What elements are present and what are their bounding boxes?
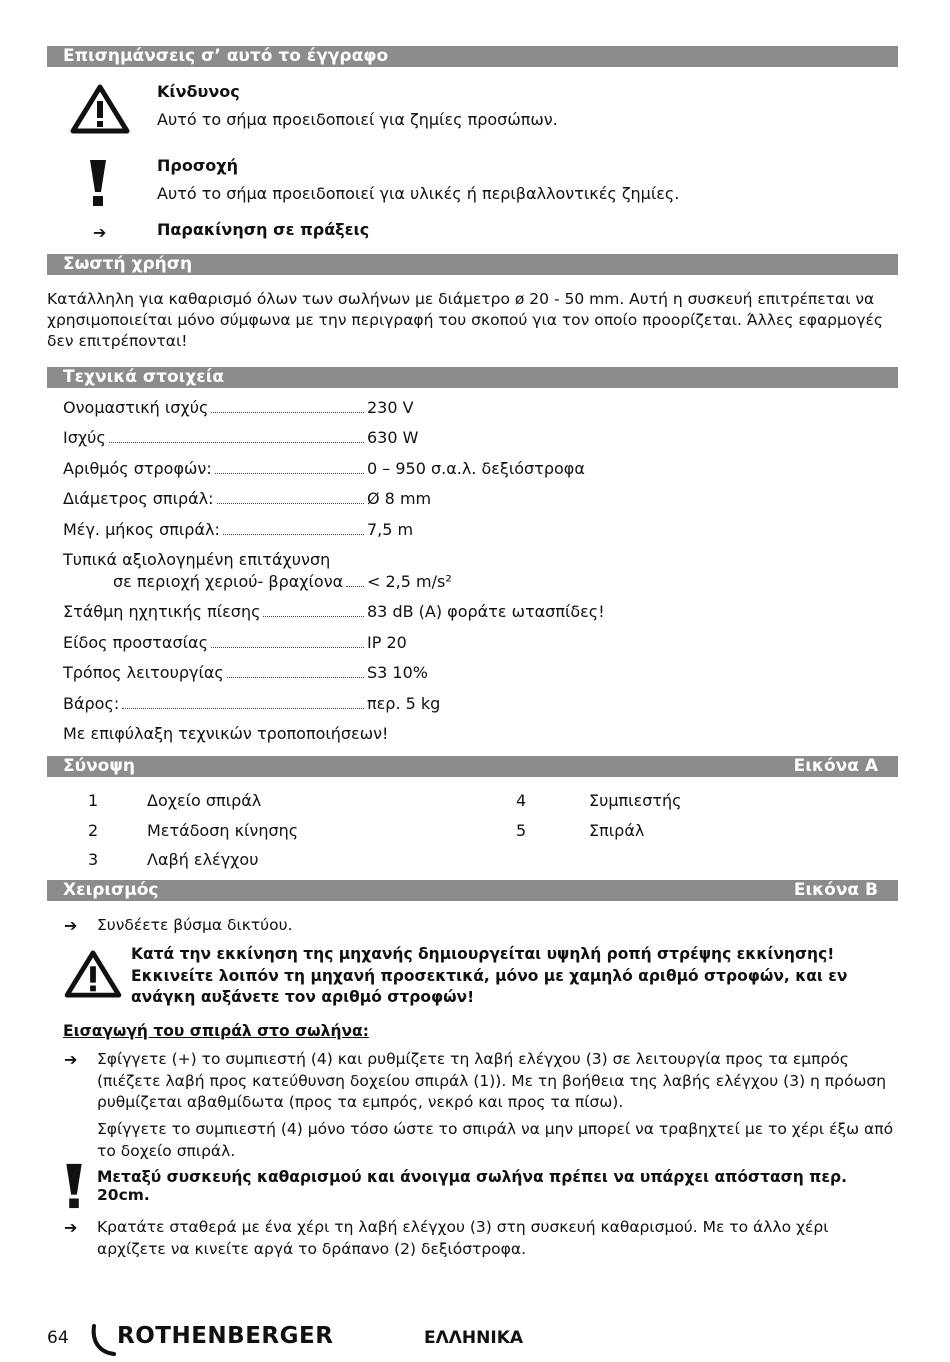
section-title: Τεχνικά στοιχεία <box>63 367 225 387</box>
overview-number: 4 <box>516 791 527 810</box>
brand-name: ROTHENBERGER <box>117 1323 334 1349</box>
overview-number: 3 <box>88 850 99 869</box>
exclamation-icon <box>63 1162 85 1214</box>
exclamation-icon <box>87 158 109 212</box>
spec-value: 7,5 m <box>367 519 414 539</box>
section-header-notes <box>47 46 898 67</box>
overview-label: Σπιράλ <box>589 821 645 840</box>
danger-triangle-icon <box>70 84 130 138</box>
spec-value: περ. 5 kg <box>367 693 441 713</box>
spec-label-line1: Τυπικά αξιολογημένη επιτάχυνση <box>63 549 331 569</box>
spec-row <box>63 694 593 724</box>
spec-label: Ονομαστική ισχύς <box>63 398 209 417</box>
spec-list <box>63 398 605 754</box>
usage-text: Κατάλληλη για καθαρισμό όλων των σωλήνων με διάμετρο ø 20 - 50 mm. Αυτή η συσκευή επιτρέπεται να χρησιμοποιείται μόνο σύμφωνα με την περιγραφή του σκοπού για τον οποίο προορίζεται. Άλλες εφαρμογές δεν επιτρέπονται! <box>47 290 884 350</box>
spec-row-line1 <box>63 550 593 572</box>
overview-number: 2 <box>88 821 99 840</box>
spec-value: 83 dB (A) φοράτε ωτασπίδες! <box>367 602 605 622</box>
page-number: 64 <box>47 1328 69 1348</box>
overview-label: Μετάδοση κίνησης <box>147 821 299 840</box>
spec-label: Τρόπος λειτουργίας <box>63 663 224 683</box>
operation-step: Κρατάτε σταθερά με ένα χέρι τη λαβή ελέγχου (3) στη συσκευή καθαρισμού. Με το άλλο χέρι αρχίζετε να κινείτε αργά το δράπανο (2) δεξιόστροφα. <box>97 1218 829 1258</box>
language-label: ΕΛΛΗΝΙΚΑ <box>424 1328 524 1348</box>
operation-caution: Μεταξύ συσκευής καθαρισμού και άνοιγμα σωλήνα πρέπει να υπάρχει απόσταση περ. 20cm. <box>97 1168 848 1204</box>
operation-warning: Κατά την εκκίνηση της μηχανής δημιουργείται υψηλή ροπή στρέψης εκκίνησης! Εκκινείτε λοιπόν τη μηχανή προσεκτικά, μόνο με χαμηλό αριθμό στροφών, και εν ανάγκη αυξάνετε τον αριθμό στροφών! <box>131 945 848 1006</box>
danger-text: Αυτό το σήμα προειδοποιεί για ζημίες προσώπων. <box>157 110 558 129</box>
overview-label: Δοχείο σπιράλ <box>147 791 262 810</box>
operation-step: Συνδέετε βύσμα δικτύου. <box>97 916 293 934</box>
spec-value: < 2,5 m/s² <box>367 571 452 591</box>
danger-title: Κίνδυνος <box>157 82 240 101</box>
section-header-overview <box>47 756 898 777</box>
overview-label: Συμπιεστής <box>589 791 682 810</box>
section-title: Σύνοψη <box>63 756 135 776</box>
section-title: Επισημάνσεις σ’ αυτό το έγγραφο <box>63 46 389 66</box>
caution-text: Αυτό το σήμα προειδοποιεί για υλικές ή περιβαλλοντικές ζημίες. <box>157 184 680 203</box>
spec-row <box>63 572 593 602</box>
spec-value: Ø 8 mm <box>367 489 432 509</box>
spec-label: Βάρος: <box>63 693 120 713</box>
spec-label: Ισχύς <box>63 428 106 448</box>
overview-label: Λαβή ελέγχου <box>147 850 259 869</box>
section-title: Σωστή χρήση <box>63 254 193 274</box>
arrow-right-icon: ➔ <box>64 1050 78 1069</box>
spec-label: σε περιοχή χεριού- βραχίονα <box>113 571 344 591</box>
spec-label: Αριθμός στροφών: <box>63 458 212 478</box>
section-title: Χειρισμός <box>63 880 159 900</box>
operation-step-note: Σφίγγετε το συμπιεστή (4) μόνο τόσο ώστε το σπιράλ να μην μπορεί να τραβηχτεί με το χέρι έξω από το δοχείο σπιράλ. <box>97 1120 894 1160</box>
arrow-right-icon: ➔ <box>93 223 107 242</box>
danger-triangle-icon <box>63 950 123 1002</box>
rothenberger-logo <box>90 1322 118 1362</box>
overview-number: 1 <box>88 791 99 810</box>
spec-row <box>63 520 593 550</box>
spec-label: Στάθμη ηχητικής πίεσης <box>63 602 261 622</box>
operation-step: Σφίγγετε (+) το συμπιεστή (4) και ρυθμίζετε τη λαβή ελέγχου (3) σε λειτουργία προς τα εμπρός (πιέζετε λαβή προς κατεύθυνση δοχείου σπιράλ (1)). Με τη βοήθεια της λαβής ελέγχου (3) η πρόωση ρυθμίζεται αβαθμίδωτα (προς τα εμπρός, νεκρό και προς τα πίσω). <box>97 1050 887 1111</box>
section-header-operation <box>47 880 898 901</box>
section-header-usage <box>47 254 898 275</box>
spec-row <box>63 633 593 663</box>
spec-value: 0 – 950 σ.α.λ. δεξιόστροφα <box>367 458 585 478</box>
spec-value: 630 W <box>367 428 419 448</box>
action-title: Παρακίνηση σε πράξεις <box>157 220 370 239</box>
spec-value: S3 10% <box>367 663 428 683</box>
spec-note: Με επιφύλαξη τεχνικών τροποποιήσεων! <box>63 723 389 743</box>
figure-ref: Εικόνα B <box>793 880 878 900</box>
spec-row <box>63 602 605 632</box>
spec-label: Μέγ. μήκος σπιράλ: <box>63 519 220 539</box>
figure-ref: Εικόνα A <box>793 756 878 776</box>
spec-row <box>63 489 593 519</box>
overview-number: 5 <box>516 821 527 840</box>
spec-label: Είδος προστασίας <box>63 632 208 652</box>
spec-row <box>63 663 593 693</box>
arrow-right-icon: ➔ <box>64 916 78 935</box>
caution-title: Προσοχή <box>157 156 238 175</box>
spec-value: IP 20 <box>367 632 407 652</box>
spec-label: Διάμετρος σπιράλ: <box>63 489 214 509</box>
spec-value: 230 V <box>367 398 414 417</box>
spec-row <box>63 398 593 428</box>
spec-row <box>63 428 593 458</box>
arrow-right-icon: ➔ <box>64 1218 78 1237</box>
section-header-tech <box>47 367 898 388</box>
spec-row <box>63 459 593 489</box>
operation-subheading: Εισαγωγή του σπιράλ στο σωλήνα: <box>63 1022 369 1040</box>
